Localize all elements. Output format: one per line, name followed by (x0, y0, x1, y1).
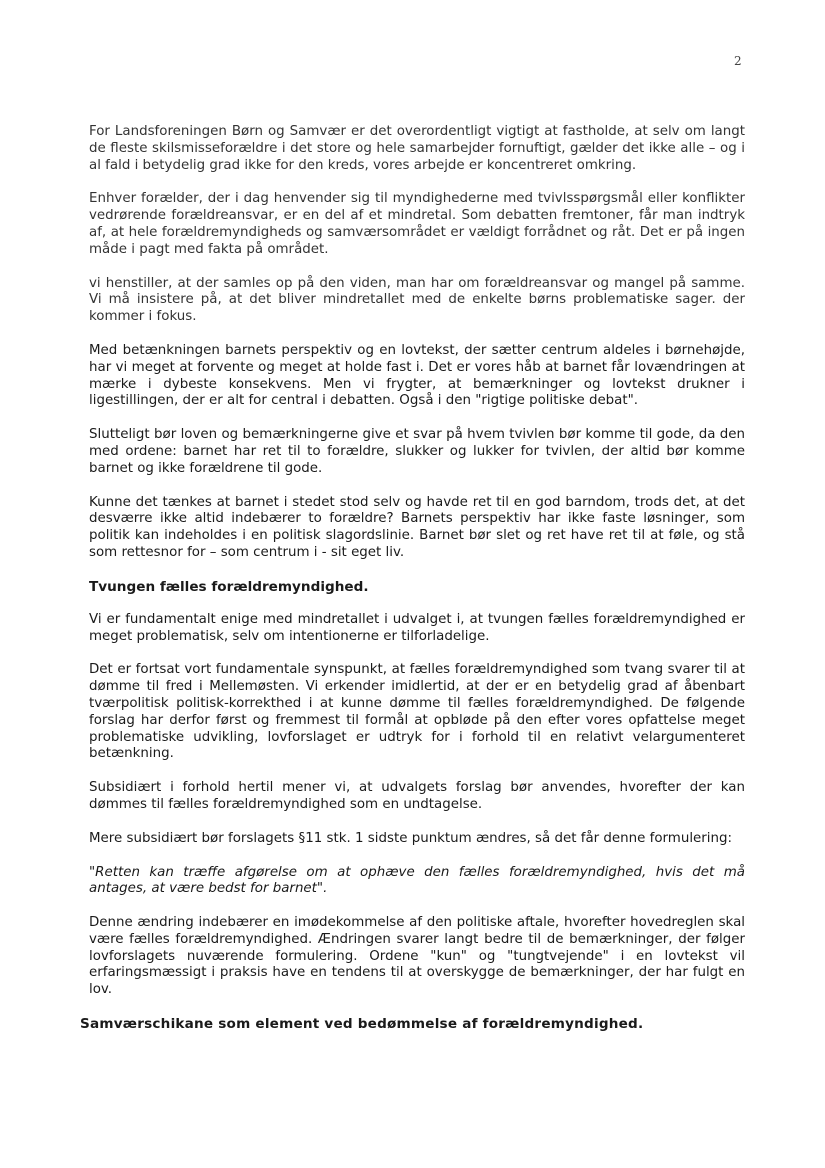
quoted-formulation: "Retten kan træffe afgørelse om at ophæve den fælles forældremyndighed, hvis det må antages, at være bedst for barnet". (89, 864, 745, 897)
paragraph: Med betænkningen barnets perspektiv og en lovtekst, der sætter centrum aldeles i børnehøjde, har vi meget at forvente og meget at holde fast i. Det er vores håb at barnet får lovændringen at mærke i dybeste konsekvens. Men vi frygter, at bemærkninger og lovtekst drukner i ligestillingen, der er alt for central i debatten. Også i den "rigtige politiske debat". (89, 342, 745, 409)
paragraph: Det er fortsat vort fundamentale synspunkt, at fælles forældremyndighed som tvang svarer til at dømme til fred i Mellemøsten. Vi erkender imidlertid, at der er en betydelig grad af åbenbart tværpolitisk politisk-korrekthed i at kunne dømme til fælles forældremyndighed. De følgende forslag har derfor først og fremmest til formål at opbløde på den efter vores opfattelse meget problematiske udvikling, lovforslaget er udtryk for i forhold til en relativt velargumenteret betænkning. (89, 662, 745, 762)
section-heading-samvaerschikane: Samværschikane som element ved bedømmelse af forældremyndighed. (80, 1016, 644, 1033)
paragraph: Vi er fundamentalt enige med mindretallet i udvalget i, at tvungen fælles forældremyndighed er meget problematisk, selv om intentionerne er tilforladelige. (89, 611, 745, 644)
paragraph: vi henstiller, at der samles op på den viden, man har om forældreansvar og mangel på samme. Vi må insistere på, at det bliver mindretallet med de enkelte børns problematiske sager. der kommer i fokus. (89, 275, 745, 325)
document-body (80, 124, 745, 1049)
page-number: 2 (734, 54, 742, 68)
paragraph: Enhver forælder, der i dag henvender sig til myndighederne med tvivlsspørgsmål eller konflikter vedrørende forældreansvar, er en del af et mindretal. Som debatten fremtoner, får man indtryk af, at hele forældremyndigheds og samværsområdet er vældigt forrådnet og råt. Det er på ingen måde i pagt med fakta på området. (89, 191, 745, 257)
paragraph: Subsidiært i forhold hertil mener vi, at udvalgets forslag bør anvendes, hvorefter der kan dømmes til fælles forældremyndighed som en undtagelse. (89, 780, 745, 812)
section-heading-tvungen: Tvungen fælles forældremyndighed. (89, 578, 369, 595)
paragraph: For Landsforeningen Børn og Samvær er det overordentligt vigtigt at fastholde, at selv om langt de fleste skilsmisseforældre i det store og hele samarbejder fornuftigt, gælder det ikke alle – og i al fald i betydelig grad ikke for den kreds, vores arbejde er koncentreret omkring. (89, 124, 745, 173)
paragraph: Mere subsidiært bør forslagets §11 stk. 1 sidste punktum ændres, så det får denne formulering: (89, 830, 733, 846)
paragraph: Denne ændring indebærer en imødekommelse af den politiske aftale, hvorefter hovedreglen skal være fælles forældremyndighed. Ændringen svarer langt bedre til de bemærkninger, der følger lovforslagets nuværende formulering. Ordene "kun" og "tungtvejende" i en lovtekst vil erfaringsmæssigt i praksis have en tendens til at overskygge de bemærkninger, der har fulgt en lov. (89, 915, 745, 998)
paragraph: Slutteligt bør loven og bemærkningerne give et svar på hvem tvivlen bør komme til gode, da den med ordene: barnet har ret til to forældre, slukker og lukker for tvivlen, der altid bør komme barnet og ikke forældrene til gode. (89, 427, 745, 476)
paragraph: Kunne det tænkes at barnet i stedet stod selv og havde ret til en god barndom, trods det, at det desværre ikke altid indebærer to forældre? Barnets perspektiv har ikke faste løsninger, som politik kan indeholdes i en politisk slagordslinie. Barnet bør slet og ret have ret til at føle, og stå som rettesnor for – som centrum i - sit eget liv. (89, 494, 745, 560)
